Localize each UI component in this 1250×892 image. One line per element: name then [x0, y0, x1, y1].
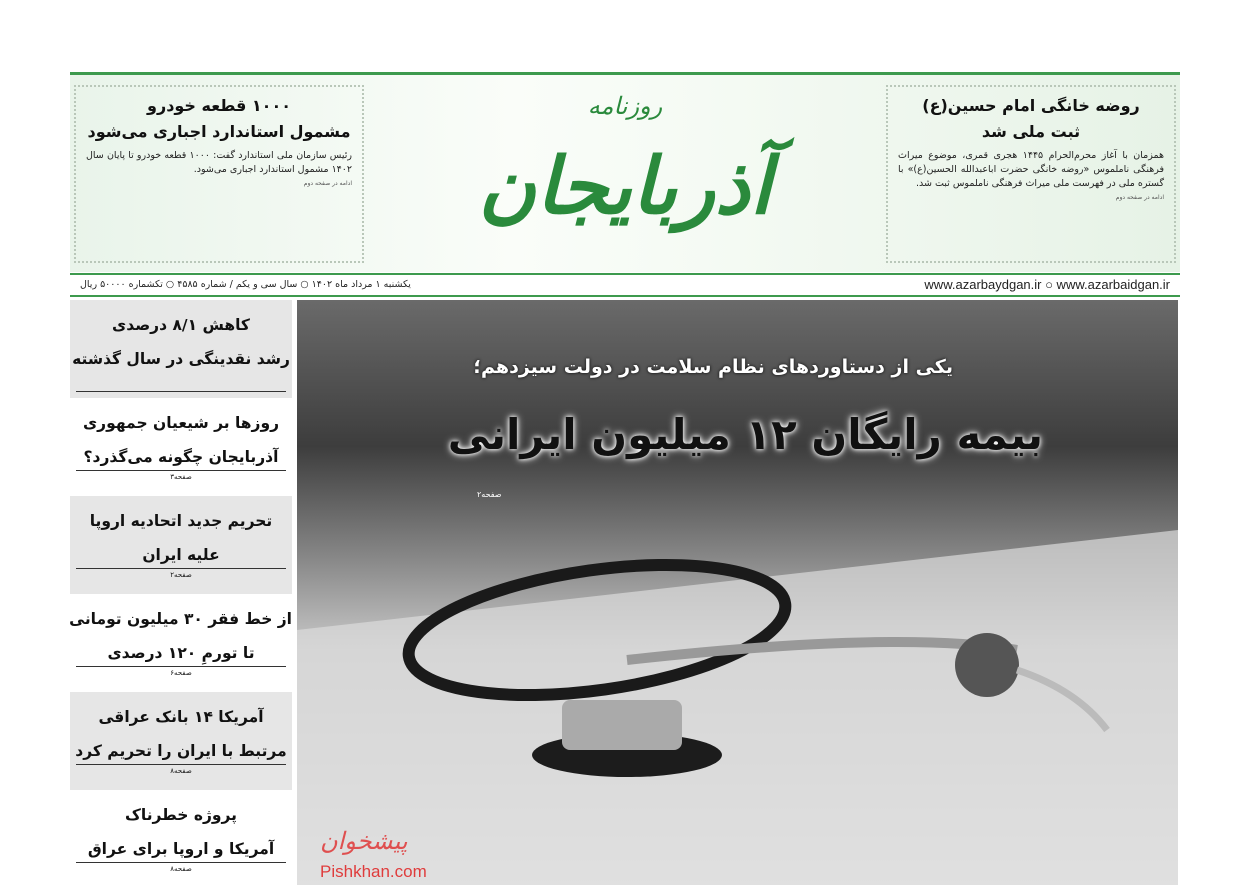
page-ref: صفحه۲ — [164, 571, 198, 579]
logo-title: آذربایجان — [478, 141, 772, 232]
headline-line: علیه ایران — [142, 546, 220, 564]
page-ref-divider — [76, 470, 286, 490]
teaser-title: روضه خانگی امام حسین(ع) — [922, 96, 1140, 115]
headline-line: تحریم جدید اتحادیه اروپا — [89, 512, 273, 530]
teaser-title: ۱۰۰۰ قطعه خودرو — [147, 96, 291, 115]
main-headline[interactable]: بیمه رایگان ۱۲ میلیون ایرانی — [447, 410, 1043, 459]
dateline: یکشنبه ۱ مرداد ماه ۱۴۰۲ ○ سال سی و یکم / شماره ۴۵۸۵ ○ تکشماره ۵۰۰۰۰ ریال — [80, 279, 411, 290]
sidebar-headline[interactable] — [70, 398, 292, 496]
headline-line: مرتبط با ایران را تحریم کرد — [75, 742, 287, 760]
newspaper-front-page — [70, 72, 1180, 892]
page-ref: صفحه۶ — [164, 669, 198, 677]
page-ref-divider — [76, 764, 286, 784]
page-ref: صفحه۸ — [164, 767, 198, 775]
headline-line: رشد نقدینگی در سال گذشته — [72, 350, 290, 368]
headline-line: آذربایجان چگونه می‌گذرد؟ — [83, 448, 279, 466]
headline-line: پروژه خطرناک — [125, 806, 237, 824]
page-ref: صفحه۲ — [477, 490, 502, 499]
sidebar-headline[interactable] — [70, 692, 292, 790]
teaser-continuation: ادامه در صفحه دوم — [1115, 194, 1164, 201]
newspaper-logo — [370, 75, 880, 271]
sidebar-headline[interactable] — [70, 594, 292, 692]
page-ref-divider — [76, 568, 286, 588]
sidebar-headline[interactable] — [70, 496, 292, 594]
headline-line: کاهش ۸/۱ درصدی — [112, 316, 250, 334]
page-ref: صفحه۳ — [164, 473, 198, 481]
watermark-url: Pishkhan.com — [320, 862, 427, 881]
masthead — [70, 72, 1180, 292]
headline-line: روزها بر شیعیان جمهوری — [82, 414, 280, 432]
page-ref-divider — [76, 666, 286, 686]
main-story-photo[interactable] — [297, 300, 1178, 885]
teaser-title: مشمول استاندارد اجباری می‌شود — [87, 122, 351, 141]
teaser-title: ثبت ملی شد — [981, 122, 1081, 141]
headline-line: از خط فقر ۳۰ میلیون تومانی — [69, 610, 292, 628]
logo-subtitle: روزنامه — [587, 92, 663, 120]
watermark-logo: پیشخوان — [320, 827, 408, 855]
stethoscope-image — [297, 300, 1178, 885]
teaser-body: همزمان با آغاز محرم‌الحرام ۱۴۴۵ هجری قمری، موضوع میراث فرهنگی ناملموس «روضه خانگی حضرت اباعبدالله الحسین(ع)» با گستره ملی در فهرست ملی میراث فرهنگی ناملموس ثبت شد. — [898, 150, 1164, 189]
sidebar-headline[interactable] — [70, 790, 292, 888]
teaser-continuation: ادامه در صفحه دوم — [303, 180, 352, 187]
page-ref-divider — [76, 862, 286, 882]
headline-kicker: یکی از دستاوردهای نظام سلامت در دولت سیزدهم؛ — [473, 356, 953, 378]
headline-line: آمریکا ۱۴ بانک عراقی — [98, 708, 264, 726]
left-teaser-box[interactable] — [74, 85, 364, 263]
headline-line: تا تورمِ ۱۲۰ درصدی — [107, 644, 255, 662]
sidebar-headlines — [70, 300, 292, 888]
teaser-body: رئیس سازمان ملی استاندارد گفت: ۱۰۰۰ قطعه خودرو تا پایان سال ۱۴۰۲ مشمول استاندارد اجباری می‌شود. — [86, 150, 352, 175]
sidebar-headline[interactable] — [70, 300, 292, 398]
right-teaser-box[interactable] — [886, 85, 1176, 263]
page-ref-divider — [76, 391, 286, 392]
websites[interactable]: www.azarbaydgan.ir ○ www.azarbaidgan.ir — [924, 277, 1170, 292]
headline-line: آمریکا و اروپا برای عراق — [87, 840, 275, 858]
page-ref: صفحه۸ — [164, 865, 198, 873]
